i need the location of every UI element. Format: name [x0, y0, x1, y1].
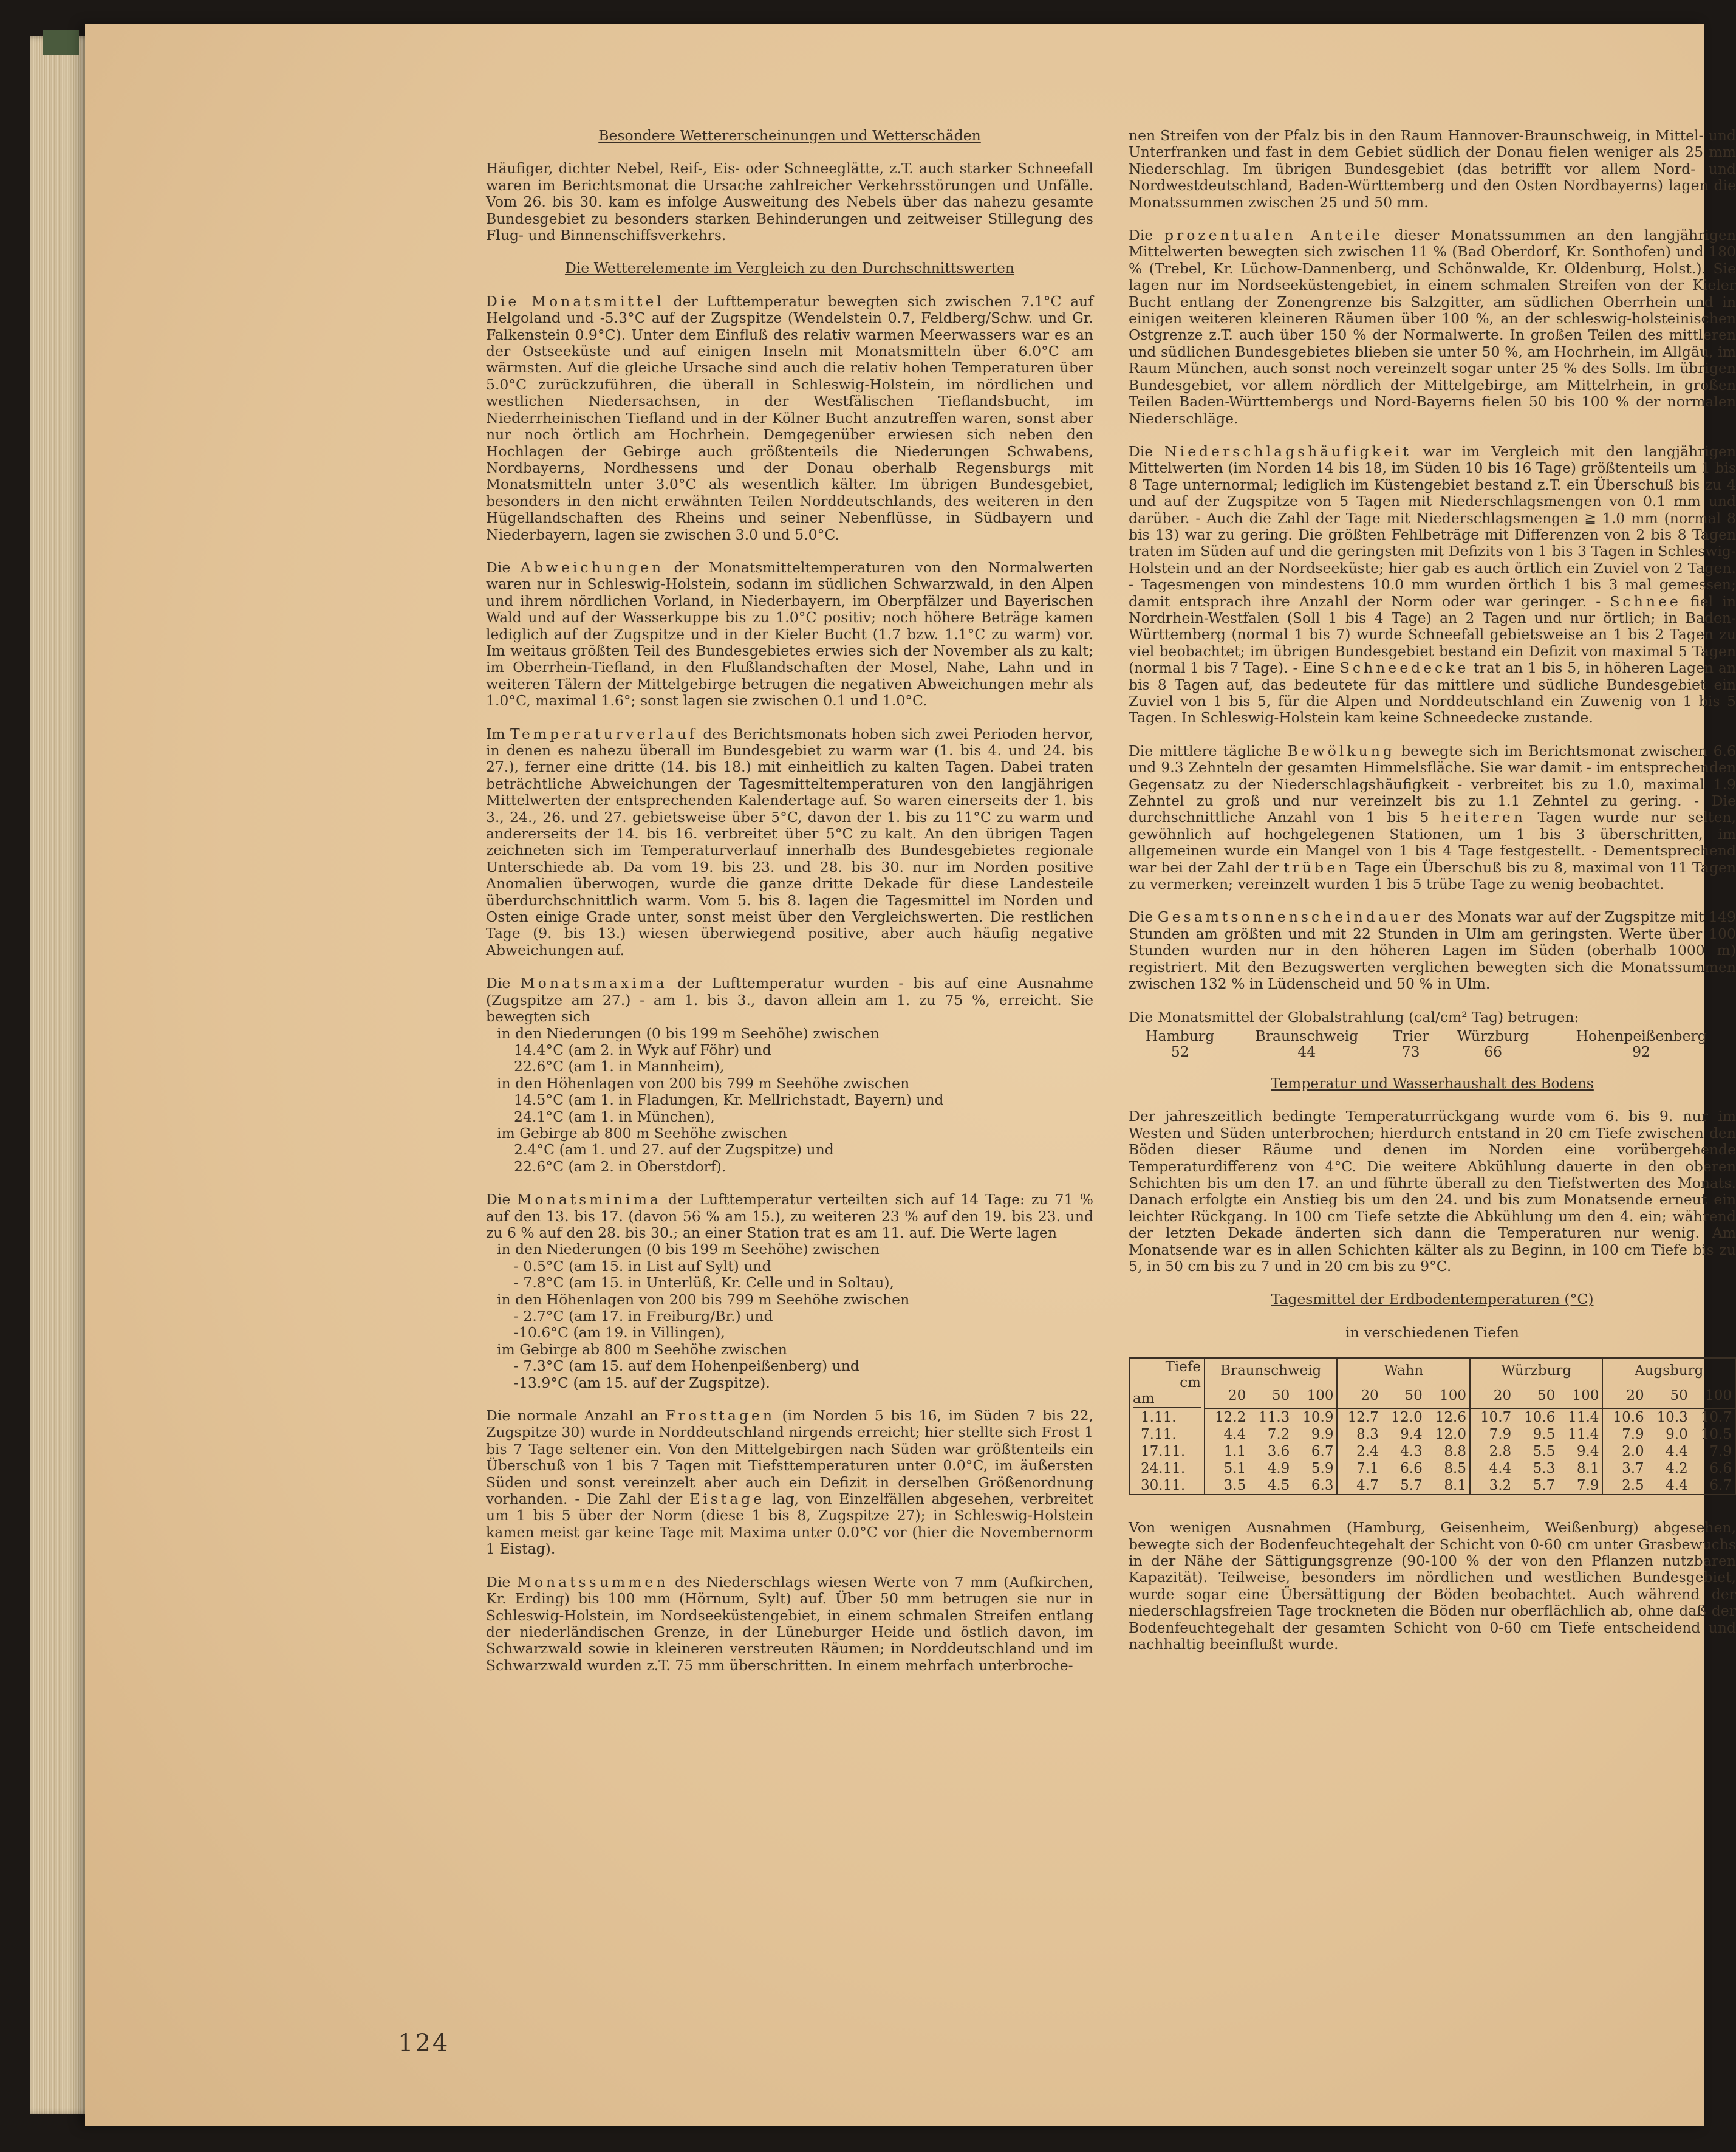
- spaced-term: Gesamtsonnenscheindauer: [1157, 908, 1424, 926]
- spaced-term: Bewölkung: [1287, 742, 1395, 759]
- table-cell: 5.3: [1533, 1461, 1556, 1477]
- table-cell: 12.2: [1215, 1410, 1246, 1426]
- station-name: Braunschweig: [1255, 1027, 1359, 1044]
- table-cell: 5.1: [1223, 1461, 1246, 1477]
- date-cell: 17.11.: [1129, 1443, 1205, 1460]
- heading-soil: Temperatur und Wasserhaushalt des Bodens: [1271, 1074, 1594, 1092]
- depth-header: 50: [1249, 1383, 1293, 1409]
- table-cell: 4.4: [1666, 1444, 1688, 1460]
- station-header: Wahn: [1337, 1358, 1469, 1383]
- book-spine: [43, 30, 79, 55]
- spaced-term: Eistage: [689, 1490, 765, 1508]
- table-cell: 9.4: [1558, 1443, 1602, 1460]
- table-cell: 10.6: [1613, 1410, 1644, 1426]
- global-radiation-table: [1129, 1028, 1736, 1060]
- paragraph-monthly-means: Die Monatsmittel der Lufttemperatur bewegten sich zwischen 7.1°C auf Helgoland und -5.3°C auf der Zugspitze (Wendelstein 0.7, Feldberg/Schw. und Gr. Falkenstein 0.9°C). Unter dem Einfluß des relativ warmen Meerwassers war es an der Ostseeküste und auf einigen Inseln mit Monatsmitteln über 6.0°C am wärmsten. Auf die gleiche Ursache sind auch die relativ hohen Temperaturen über 5.0°C zurückzuführen, die überall in Schleswig-Holstein, im nördlichen und westlichen Niedersachsen, in der Westfälischen Tieflandsbucht, im Niederrheinischen Tiefland und in der Kölner Bucht anzutreffen waren, sonst aber nur noch örtlich am Hochrhein. Demgegenüber erwiesen sich neben den Hochlagen der Gebirge auch größtenteils die Niederungen Schwabens, Nordbayerns, Nordhessens und der Donau oberhalb Regensburgs mit Monatsmitteln unter 3.0°C als wesentlich kälter. Im übrigen Bundesgebiet, besonders in den nicht erwähnten Teilen Norddeutschlands, des weiteren in den Hügellandschaften des Rheins und seiner Nebenflüsse, in Südbayern und Niederbayern, lagen sie zwischen 3.0 und 5.0°C.: [486, 292, 1093, 543]
- table-cell: 12.0: [1426, 1426, 1470, 1443]
- station-header: Würzburg: [1470, 1358, 1602, 1383]
- table-cell: 11.4: [1558, 1408, 1602, 1426]
- heading-weather-elements: Die Wetterelemente im Vergleich zu den Durchschnittswerten: [564, 259, 1015, 277]
- table-cell: 5.9: [1293, 1460, 1337, 1477]
- list-line: 22.6°C (am 2. in Oberstdorf).: [514, 1157, 726, 1175]
- soil-table-body: [1129, 1408, 1735, 1495]
- radiation-value: 66: [1484, 1043, 1502, 1060]
- table-cell: 7.2: [1267, 1427, 1290, 1443]
- document-page: [85, 24, 1736, 2126]
- table-cell: 3.6: [1267, 1444, 1290, 1460]
- depth-header: 50: [1647, 1383, 1691, 1409]
- table-cell: 7.9: [1558, 1477, 1602, 1495]
- paragraph-cloudiness: Die mittlere tägliche Bewölkung bewegte sich im Berichtsmonat zwischen 6.6 und 9.3 Zehnteln der gesamten Himmelsfläche. Sie war damit - im entsprechenden Gegensatz zu der Niederschlagshäufigkeit - verbreitet bis zu 1.0, maximal 1.9 Zehntel zu groß und nur vereinzelt bis zu 1.1 Zehntel zu gering. - Die durchschnittliche Anzahl von 1 bis 5 heiteren Tagen wurde nur selten, gewöhnlich auf hochgelegenen Stationen, um 1 bis 3 überschritten, im allgemeinen wurde ein Mangel von 1 bis 4 Tage festgestellt. - Dementsprechend war bei der Zahl der trüben Tage ein Überschuß bis zu 8, maximal von 11 Tagen zu vermerken; vereinzelt wurden 1 bis 5 trübe Tage zu wenig beobachtet.: [1129, 742, 1736, 893]
- paragraph-monthly-maxima: Die Monatsmaxima der Lufttemperatur wurden - bis auf eine Ausnahme (Zugspitze am 27.) - am 1. bis 3., davon allein am 1. zu 75 %, erreicht. Sie bewegten sich: [486, 975, 1094, 1026]
- table-cell: 12.6: [1426, 1408, 1470, 1426]
- depth-header: 100: [1691, 1383, 1735, 1409]
- list-line: -10.6°C (am 19. in Villingen),: [514, 1324, 725, 1342]
- table-cell: 12.7: [1347, 1410, 1379, 1426]
- paragraph-monthly-minima: Die Monatsminima der Lufttemperatur verteilten sich auf 14 Tage: zu 71 % auf den 13. bis 17. (davon 56 % am 15.), zu weiteren 23 % auf den 19. bis 23. und zu 6 % auf den 28. bis 30.; an einer Station trat es am 11. auf. Die Werte lagen: [486, 1191, 1093, 1241]
- radiation-value: 73: [1401, 1043, 1420, 1060]
- list-line: im Gebirge ab 800 m Seehöhe zwischen: [497, 1340, 787, 1358]
- table-cell: 9.4: [1400, 1427, 1423, 1443]
- list-line: in den Niederungen (0 bis 199 m Seehöhe) zwischen: [497, 1241, 880, 1258]
- table-cell: 8.1: [1558, 1460, 1602, 1477]
- table-cell: 4.7: [1337, 1477, 1381, 1495]
- date-cell: 30.11.: [1129, 1477, 1205, 1495]
- table-cell: 6.6: [1400, 1461, 1423, 1477]
- list-line: 22.6°C (am 1. in Mannheim),: [514, 1058, 725, 1075]
- table-cell: 4.4: [1647, 1477, 1691, 1495]
- list-line: 14.5°C (am 1. in Fladungen, Kr. Mellrichstadt, Bayern) und: [514, 1091, 944, 1109]
- paragraph-sunshine: Die Gesamtsonnenscheindauer des Monats war auf der Zugspitze mit 149 Stunden am größten und mit 22 Stunden in Ulm am geringsten. Werte über 100 Stunden wurden nur in den höheren Lagen im Süden (oberhalb 1000 m) registriert. Mit den Bezugswerten verglichen bewegten sich die Monatssummen zwischen 132 % in Lüdenscheid und 50 % in Ulm.: [1129, 908, 1736, 993]
- soil-table-title: Tagesmittel der Erdbodentemperaturen (°C): [1271, 1290, 1594, 1308]
- table-cell: 4.9: [1267, 1461, 1290, 1477]
- table-cell: 11.3: [1259, 1410, 1290, 1426]
- paragraph-frost-days: Die normale Anzahl an Frosttagen (im Norden 5 bis 16, im Süden 7 bis 22, Zugspitze 30) wurde in Norddeutschland nirgends erreicht; hier stellte sich Frost 1 bis 7 Tage seltener ein. Von den Mittelgebirgen nach Süden war größtenteils ein Überschuß von 1 bis 7 Tagen mit Tiefsttemperaturen unter 0.0°C, im äußersten Süden und sonst vereinzelt aber auch ein Defizit in derselben Größenordnung vorhanden. - Die Zahl der Eistage lag, von Einzelfällen abgesehen, verbreitet um 1 bis 5 über der Norm (diese 1 bis 8, Zugspitze 27); in Schleswig-Holstein kamen meist gar keine Tage mit Maxima unter 0.0°C vor (hier die Novembernorm 1 Eistag).: [486, 1407, 1093, 1558]
- table-cell: 4.2: [1666, 1461, 1688, 1477]
- table-cell: 11.4: [1558, 1426, 1602, 1443]
- spaced-term: Niederschlagshäufigkeit: [1164, 442, 1412, 460]
- list-line: im Gebirge ab 800 m Seehöhe zwischen: [497, 1124, 787, 1142]
- paragraph-soil-moisture: Von wenigen Ausnahmen (Hamburg, Geisenheim, Weißenburg) abgesehen, bewegte sich der Bodenfeuchtegehalt der Schicht von 0-60 cm unter Grasbewuchs in der Nähe der Sättigungsgrenze (90-100 % der von den Pflanzen nutzbaren Kapazität). Teilweise, besonders im nördlichen und westlichen Bundesgebiet, wurde sogar eine Übersättigung der Böden beobachtet. Auch während der niederschlagsfreien Tage trockneten die Böden nur oberflächlich ab, ohne daß der Bodenfeuchtegehalt der gesamten Schicht von 0-60 cm Tiefe entscheidend und nachhaltig beeinflußt wurde.: [1129, 1519, 1736, 1653]
- table-cell: 10.6: [1524, 1410, 1556, 1426]
- list-line: - 7.3°C (am 15. auf dem Hohenpeißenberg) und: [514, 1357, 859, 1375]
- table-cell: 9.9: [1293, 1426, 1337, 1443]
- table-cell: 4.3: [1400, 1444, 1423, 1460]
- depth-header: 100: [1426, 1383, 1470, 1409]
- table-cell: 2.4: [1356, 1444, 1379, 1460]
- table-row: [1129, 1044, 1736, 1060]
- table-cell: 7.1: [1356, 1461, 1379, 1477]
- maxima-list: [486, 1026, 1093, 1176]
- station-name: Trier: [1392, 1027, 1429, 1044]
- table-cell: 6.3: [1293, 1477, 1337, 1495]
- radiation-value: 52: [1170, 1043, 1189, 1060]
- list-line: 2.4°C (am 1. und 27. auf der Zugspitze) und: [514, 1141, 834, 1159]
- table-cell: 7.9: [1489, 1427, 1512, 1443]
- table-cell: 8.3: [1356, 1427, 1379, 1443]
- table-cell: 3.2: [1470, 1477, 1514, 1495]
- spaced-term: heiteren: [1440, 809, 1526, 826]
- table-cell: 4.4: [1489, 1461, 1512, 1477]
- list-line: in den Höhenlagen von 200 bis 799 m Seehöhe zwischen: [497, 1074, 910, 1092]
- page-number: 124: [398, 2029, 450, 2057]
- table-cell: 10.5: [1691, 1426, 1735, 1443]
- spaced-term: Monatsminima: [517, 1191, 661, 1208]
- list-line: in den Niederungen (0 bis 199 m Seehöhe) zwischen: [497, 1024, 880, 1042]
- spaced-term: Monatsmaxima: [520, 975, 668, 992]
- spaced-term: Temperaturverlauf: [510, 725, 698, 742]
- list-line: - 7.8°C (am 15. in Unterlüß, Kr. Celle und in Soltau),: [514, 1274, 895, 1292]
- depth-header: 100: [1293, 1383, 1337, 1409]
- spaced-term: Frosttagen: [665, 1407, 775, 1425]
- table-cell: 8.5: [1426, 1460, 1470, 1477]
- station-name: Hohenpeißenberg: [1576, 1027, 1707, 1044]
- table-row: [1129, 1443, 1735, 1460]
- depth-header: 20: [1602, 1383, 1647, 1409]
- corner-header: Tiefe cm am: [1129, 1358, 1205, 1408]
- date-cell: 1.11.: [1129, 1408, 1205, 1426]
- depth-header: 50: [1382, 1383, 1426, 1409]
- depth-header: 20: [1205, 1383, 1249, 1409]
- table-row: [1129, 1408, 1735, 1426]
- table-cell: 9.5: [1533, 1427, 1556, 1443]
- table-cell: 9.0: [1666, 1427, 1688, 1443]
- spaced-term: trüben: [1283, 858, 1351, 876]
- paragraph-precipitation-frequency: Die Niederschlagshäufigkeit war im Vergleich mit den langjährigen Mittelwerten (im Norden 14 bis 18, im Süden 10 bis 16 Tage) größtenteils um 1 bis 8 Tage unternormal; lediglich im Küstengebiet bestand z.T. ein Überschuß bis zu 4 und auf der Zugspitze von 5 Tagen mit Niederschlagsmengen von 0.1 mm und darüber. - Auch die Zahl der Tage mit Niederschlagsmengen ≧ 1.0 mm (normal 8 bis 13) war zu gering. Die größten Fehlbeträge mit Differenzen von 2 bis 8 Tagen traten im Süden auf und die geringsten mit Defizits von 1 bis 3 Tagen in Schleswig-Holstein und an der Nordseeküste; hier gab es auch örtlich ein Zuviel von 2 Tagen. - Tagesmengen von mindestens 10.0 mm wurden örtlich 1 bis 3 mal gemessen; damit entsprach ihre Anzahl der Norm oder war geringer. - Schnee fiel in Nordrhein-Westfalen (Soll 1 bis 4 Tage) an 2 Tagen und nur örtlich; in Baden-Württemberg (normal 1 bis 7) wurde Schneefall gebietsweise an 1 bis 2 Tagen zu viel beobachtet; im übrigen Bundesgebiet bestand ein Defizit von maximal 5 Tagen (normal 1 bis 7 Tage). - Eine Schneedecke trat an 1 bis 5, in höheren Lagen an bis 8 Tagen auf, das bedeutete für das mittlere und südliche Bundesgebiet ein Zuviel von 1 bis 5, für die Alpen und Norddeutschland ein Zuwenig von 1 bis 5 Tagen. In Schleswig-Holstein kam keine Schneedecke zustande.: [1129, 442, 1736, 727]
- table-cell: 4.4: [1223, 1427, 1246, 1443]
- spaced-term: prozentualen Anteile: [1164, 227, 1384, 244]
- minima-list: [486, 1241, 1093, 1391]
- table-header-row: [1129, 1358, 1735, 1383]
- table-row: [1129, 1460, 1735, 1477]
- paragraph-deviations: Die Abweichungen der Monatsmitteltemperaturen von den Normalwerten waren nur in Schleswig-Holstein, sodann im südlichen Schwarzwald, in den Alpen und ihrem nördlichen Vorland, in Niederbayern, im Oberpfälzer und Bayerischen Wald und auf der Wasserkuppe bis zu 1.0°C positiv; noch höhere Beträge kamen lediglich auf der Zugspitze und in der Kieler Bucht (1.7 bzw. 1.1°C zu warm) vor. Im weitaus größten Teil des Bundesgebietes erwies sich der November als zu kalt; im Oberrhein-Tiefland, in den Flußlandschaften der Mosel, Nahe, Lahn und in weiteren Tälern der Mittelgebirge betrugen die negativen Abweichungen mehr als 1.0°C, maximal 1.6°; sonst lagen sie zwischen 0.1 und 1.0°C.: [486, 558, 1094, 710]
- date-cell: 24.11.: [1129, 1460, 1205, 1477]
- table-cell: 8.1: [1426, 1477, 1470, 1495]
- table-row: [1129, 1426, 1735, 1443]
- depth-header: 20: [1470, 1383, 1514, 1409]
- left-column: [486, 128, 1093, 1690]
- depth-header-row: [1129, 1383, 1735, 1409]
- heading-weather-events: Besondere Wettererscheinungen und Wetterschäden: [598, 127, 981, 144]
- radiation-value: 92: [1632, 1043, 1651, 1060]
- table-cell: 2.0: [1622, 1444, 1644, 1460]
- station-header: Braunschweig: [1205, 1358, 1337, 1383]
- right-column: [1129, 128, 1736, 1669]
- table-row: [1129, 1028, 1736, 1044]
- table-cell: 1.1: [1223, 1444, 1246, 1460]
- station-name: Hamburg: [1146, 1027, 1215, 1044]
- table-cell: 6.7: [1691, 1477, 1735, 1495]
- table-cell: 3.5: [1205, 1477, 1249, 1495]
- spaced-term: Monatssummen: [516, 1573, 669, 1591]
- table-cell: 7.9: [1622, 1427, 1644, 1443]
- table-cell: 10.9: [1293, 1408, 1337, 1426]
- paragraph-percentage-shares: Die prozentualen Anteile dieser Monatssummen an den langjährigen Mittelwerten bewegten sich zwischen 11 % (Bad Oberdorf, Kr. Sonthofen) und 180 % (Trebel, Kr. Lüchow-Dannenberg, und Schönwalde, Kr. Oldenburg, Holst.). Sie lagen nur im Nordseeküstengebiet, in einem schmalen Streifen von der Kieler Bucht entlang der Zonengrenze bis Salzgitter, am südlichen Oberrhein und in einigen weiteren kleineren Räumen über 100 %, an der schleswig-holsteinischen Ostgrenze z.T. auch über 150 % der Normalwerte. In großen Teilen des mittleren und südlichen Bundesgebietes blieben sie unter 50 %, am Hochrhein, im Allgäu, im Raum München, auch sonst noch vereinzelt sogar unter 25 % des Solls. Im übrigen Bundesgebiet, vor allem nördlich der Mittelgebirge, am Mittelrhein, in großen Teilen Baden-Württembergs und Nord-Bayerns fielen 50 bis 100 % der normalen Niederschläge.: [1129, 227, 1736, 427]
- table-row: [1129, 1477, 1735, 1495]
- date-cell: 7.11.: [1129, 1426, 1205, 1443]
- paragraph-precipitation-sums: Die Monatssummen des Niederschlags wiesen Werte von 7 mm (Aufkirchen, Kr. Erding) bis 100 mm (Hörnum, Sylt) auf. Über 50 mm betrugen sie nur in Schleswig-Holstein, im Nordseeküstengebiet, in einem schmalen Streifen entlang der niederländischen Grenze, in der Lüneburger Heide und östlich davon, im Schwarzwald sowie in kleineren verstreuten Räumen; in Norddeutschland und im Schwarzwald wurden z.T. 75 mm überschritten. In einem mehrfach unterbroche-: [486, 1573, 1094, 1674]
- table-cell: 5.7: [1514, 1477, 1558, 1495]
- table-cell: 7.9: [1691, 1443, 1735, 1460]
- soil-temperature-table: [1129, 1357, 1736, 1495]
- paragraph-soil-temperature: Der jahreszeitlich bedingte Temperaturrückgang wurde vom 6. bis 9. nur im Westen und Süden unterbrochen; hierdurch entstand in 20 cm Tiefe zwischen den Böden dieser Räume und denen im Norden eine vorübergehende Temperaturdifferenz von 4°C. Die weitere Abkühlung dauerte in den oberen Schichten bis um den 17. an und führte überall zu den Tiefstwerten des Monats. Danach erfolgte ein Anstieg bis um den 24. und bis zum Monatsende erneut ein leichter Rückgang. In 100 cm Tiefe setzte die Abkühlung um den 4. ein; während der letzten Dekade änderten sich dann die Temperaturen nur wenig. Am Monatsende war es in allen Schichten kälter als zu Beginn, in 100 cm Tiefe bis zu 5, in 50 cm bis zu 7 und in 20 cm bis zu 9°C.: [1129, 1108, 1736, 1275]
- soil-table-subtitle: in verschiedenen Tiefen: [1345, 1323, 1519, 1341]
- paragraph-weather-events: Häufiger, dichter Nebel, Reif-, Eis- oder Schneeglätte, z.T. auch starker Schneefall waren im Berichtsmonat die Ursache zahlreicher Verkehrsstörungen und Unfälle. Vom 26. bis 30. kam es infolge Ausweitung des Nebels über das nahezu gesamte Bundesgebiet zu besonders starken Behinderungen und zeitweiser Stillegung des Flug- und Binnenschiffsverkehrs.: [486, 160, 1093, 244]
- station-name: Würzburg: [1457, 1027, 1529, 1044]
- depth-header: 100: [1558, 1383, 1602, 1409]
- table-cell: 10.7: [1691, 1408, 1735, 1426]
- table-cell: 10.7: [1480, 1410, 1512, 1426]
- list-line: in den Höhenlagen von 200 bis 799 m Seehöhe zwischen: [497, 1290, 910, 1308]
- paragraph-global-radiation: Die Monatsmittel der Globalstrahlung (cal/cm² Tag) betrugen:: [1129, 1008, 1579, 1026]
- spaced-term: Die Monatsmittel: [486, 292, 665, 310]
- list-line: - 2.7°C (am 17. in Freiburg/Br.) und: [514, 1307, 773, 1324]
- station-header: Augsburg: [1602, 1358, 1735, 1383]
- table-cell: 3.7: [1622, 1461, 1644, 1477]
- table-cell: 2.5: [1602, 1477, 1647, 1495]
- table-cell: 6.6: [1691, 1460, 1735, 1477]
- table-cell: 8.8: [1426, 1443, 1470, 1460]
- spaced-term: Abweichungen: [520, 558, 665, 576]
- list-line: -13.9°C (am 15. auf der Zugspitze).: [514, 1374, 770, 1391]
- table-cell: 5.7: [1382, 1477, 1426, 1495]
- spaced-term: Schneedecke: [1339, 659, 1469, 677]
- list-line: 14.4°C (am 2. in Wyk auf Föhr) und: [514, 1041, 771, 1058]
- depth-header: 50: [1514, 1383, 1558, 1409]
- book-page-edges: [30, 36, 91, 2114]
- list-line: 24.1°C (am 1. in München),: [514, 1108, 715, 1125]
- table-cell: 10.3: [1656, 1410, 1688, 1426]
- table-cell: 2.8: [1489, 1444, 1512, 1460]
- depth-header: 20: [1337, 1383, 1381, 1409]
- paragraph-temperature-course: Im Temperaturverlauf des Berichtsmonats hoben sich zwei Perioden hervor, in denen es nahezu überall im Bundesgebiet zu warm war (1. bis 4. und 24. bis 27.), ferner eine dritte (14. bis 18.) mit einheitlich zu kalten Tagen. Dabei traten beträchtliche Abweichungen der Tagesmitteltemperaturen von den langjährigen Mittelwerten der entsprechenden Kalendertage auf. So waren einerseits der 1. bis 3., 24., 26. und 27. gebietsweise über 5°C, davon der 1. bis zu 11°C zu warm und andererseits der 14. bis 16. verbreitet über 5°C zu kalt. An den übrigen Tagen zeichneten sich im Temperaturverlauf innerhalb des Bundesgebietes regionale Unterschiede ab. Da vom 19. bis 23. und 28. bis 30. nur im Norden positive Anomalien überwogen, wurde die ganze dritte Dekade für diese Landesteile überdurchschnittlich warm. Vom 5. bis 8. lagen die Tagesmittel im Norden und Osten einige Grade unter, sonst meist über den Vergleichswerten. Die restlichen Tage (9. bis 13.) wiesen überwiegend positive, aber auch häufig negative Abweichungen auf.: [486, 725, 1093, 959]
- table-cell: 12.0: [1391, 1410, 1423, 1426]
- paragraph-precipitation-continued: nen Streifen von der Pfalz bis in den Raum Hannover-Braunschweig, in Mittel- und Unterfranken und fast in dem Gebiet südlich der Donau fielen weniger als 25 mm Niederschlag. Im übrigen Bundesgebiet (das betrifft vor allem Nord- und Nordwestdeutschland, Baden-Württemberg und den Osten Nordbayerns) lagen die Monatssummen zwischen 25 und 50 mm.: [1129, 127, 1736, 211]
- table-cell: 6.7: [1293, 1443, 1337, 1460]
- table-cell: 4.5: [1249, 1477, 1293, 1495]
- radiation-value: 44: [1297, 1043, 1316, 1060]
- list-line: - 0.5°C (am 15. in List auf Sylt) und: [514, 1257, 771, 1275]
- spaced-term: Schnee: [1610, 592, 1681, 610]
- table-cell: 5.5: [1533, 1444, 1556, 1460]
